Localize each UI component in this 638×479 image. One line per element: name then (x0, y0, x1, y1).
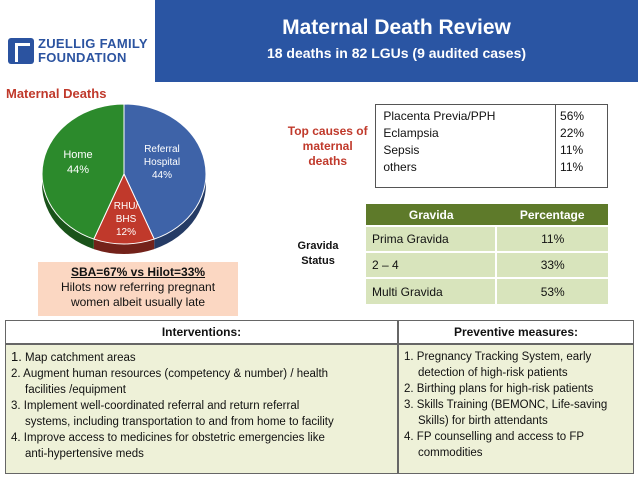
list-item (11, 349, 392, 366)
preventive-heading: Preventive measures: (398, 320, 634, 344)
cause-name: others (383, 160, 417, 174)
sba-line-1: Hilots now referring pregnant (60, 280, 216, 294)
item-number: 4. (404, 431, 414, 443)
item-text: Augment human resources (competency & number) / health (23, 368, 329, 380)
gravida-name: Prima Gravida (366, 226, 496, 252)
sba-note (38, 262, 238, 316)
logo-text (38, 37, 148, 65)
gravida-col-header: Gravida (366, 204, 496, 226)
gravida-name: Multi Gravida (366, 278, 496, 304)
pie-label-rhu (108, 200, 144, 239)
pie-label-home-pct: 44% (66, 164, 90, 176)
sba-line-2: women albeit usually late (70, 295, 206, 309)
cause-name: Sepsis (383, 143, 420, 157)
pie-label-home (58, 148, 98, 178)
pie-label-rhu-line1: RHU/ (113, 201, 139, 212)
cause-name: Placenta Previa/PPH (383, 109, 496, 123)
item-text: FP counselling and access to FP (416, 431, 585, 443)
item-continuation: commodities (418, 447, 483, 459)
interventions-list (5, 344, 398, 474)
pie-label-referral (134, 143, 190, 182)
zuellig-logo-icon (8, 38, 34, 64)
top-causes-label (280, 105, 376, 188)
logo-area (0, 0, 155, 82)
pie-chart (38, 100, 213, 260)
gravida-pct: 33% (496, 252, 608, 278)
gravida-name: 2 – 4 (366, 252, 496, 278)
header-band (155, 0, 638, 82)
pie-label-referral-line1: Referral (144, 144, 180, 155)
item-text: Map catchment areas (25, 352, 136, 364)
item-number: 2. (11, 368, 21, 380)
item-number: 1. (404, 351, 414, 363)
maternal-deaths-label: Maternal Deaths (6, 86, 107, 101)
gravida-status-label (270, 204, 366, 304)
top-causes-label-line1: Top causes of (287, 123, 368, 138)
item-number: 2. (404, 383, 414, 395)
item-number: 1. (11, 349, 22, 364)
item-number: 4. (11, 432, 21, 444)
cause-percentages (556, 105, 608, 188)
item-text: Birthing plans for high-risk patients (416, 383, 594, 395)
item-number: 3. (404, 399, 414, 411)
item-continuation: facilities /equipment (25, 384, 126, 396)
item-text: Improve access to medicines for obstetric emergencies like (23, 432, 325, 444)
gravida-pct: 53% (496, 278, 608, 304)
top-causes-table (280, 104, 608, 188)
list-item (11, 430, 392, 462)
list-item (11, 366, 392, 398)
page-title: Maternal Death Review (282, 16, 511, 39)
item-text: Implement well-coordinated referral and return referral (23, 400, 300, 412)
gravida-pct: 11% (496, 226, 608, 252)
gravida-status-table (270, 204, 608, 304)
gravida-label-line2: Status (301, 255, 335, 267)
item-continuation: anti-hypertensive meds (25, 448, 144, 460)
list-item (404, 397, 628, 429)
item-number: 3. (11, 400, 21, 412)
pie-label-referral-pct: 44% (151, 170, 172, 181)
pie-label-home-name: Home (63, 149, 93, 161)
page-subtitle: 18 deaths in 82 LGUs (9 audited cases) (266, 45, 527, 61)
list-item (404, 429, 628, 461)
cause-pct: 22% (560, 126, 585, 140)
top-causes-label-line2: maternal (302, 138, 353, 153)
sba-headline: SBA=67% vs Hilot=33% (70, 265, 206, 279)
gravida-label-line1: Gravida (297, 240, 339, 252)
cause-names (376, 105, 556, 188)
top-causes-label-line3: deaths (308, 153, 348, 168)
item-continuation: Skills) for birth attendants (418, 415, 548, 427)
list-item (11, 398, 392, 430)
logo-line-1: ZUELLIG FAMILY (38, 36, 148, 51)
pie-label-referral-line2: Hospital (143, 157, 181, 168)
cause-pct: 56% (560, 109, 585, 123)
interventions-heading: Interventions: (5, 320, 398, 344)
cause-pct: 11% (560, 143, 584, 157)
percentage-col-header: Percentage (496, 204, 608, 226)
logo-line-2: FOUNDATION (38, 50, 127, 65)
cause-name: Eclampsia (383, 126, 439, 140)
item-text: Pregnancy Tracking System, early (416, 351, 592, 363)
list-item (404, 349, 628, 381)
item-text: Skills Training (BEMONC, Life-saving (416, 399, 608, 411)
list-item (404, 381, 628, 397)
cause-pct: 11% (560, 160, 584, 174)
preventive-list (398, 344, 634, 474)
pie-label-rhu-line2: BHS (115, 214, 137, 225)
item-continuation: systems, including transportation to and from home to facility (25, 416, 334, 428)
pie-label-rhu-pct: 12% (115, 227, 136, 238)
item-continuation: detection of high-risk patients (418, 367, 568, 379)
